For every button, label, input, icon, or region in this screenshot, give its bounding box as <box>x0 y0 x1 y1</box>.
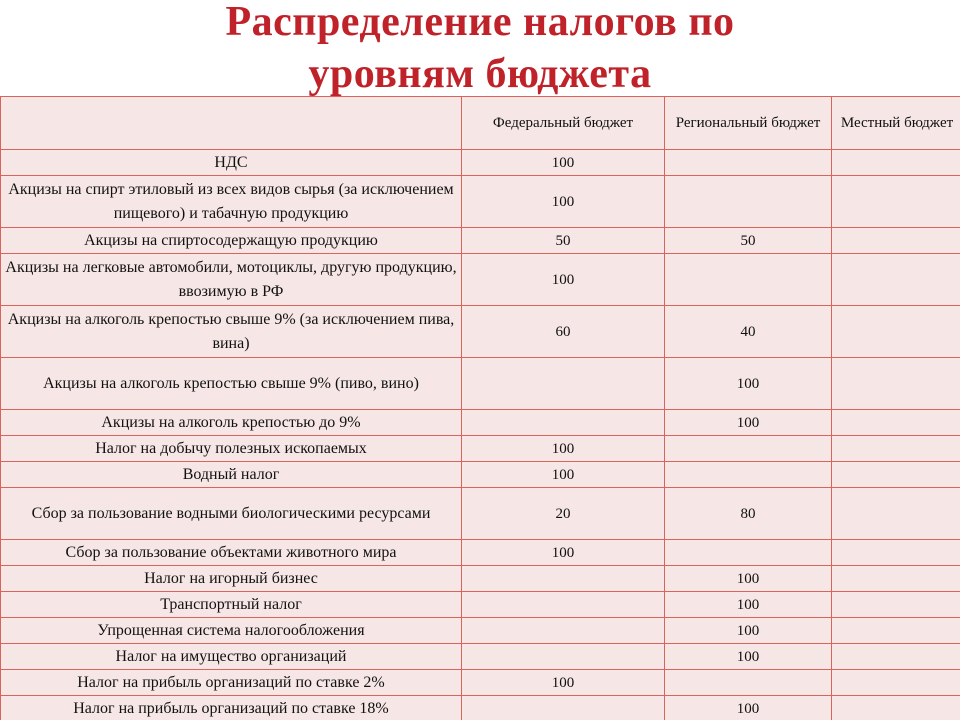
table-row <box>1 358 960 410</box>
tax-name-cell: Акцизы на легковые автомобили, мотоциклы, другую продукцию, ввозимую в РФ <box>1 254 462 306</box>
tax-name-cell: Налог на прибыль организаций по ставке 2% <box>1 670 462 696</box>
local-share-cell <box>832 436 960 462</box>
regional-share-cell <box>665 176 832 228</box>
local-share-cell <box>832 150 960 176</box>
tax-name-cell: Водный налог <box>1 462 462 488</box>
table-row <box>1 670 960 696</box>
tax-name-cell: НДС <box>1 150 462 176</box>
tax-name-cell: Упрощенная система налогообложения <box>1 618 462 644</box>
local-share-cell <box>832 254 960 306</box>
table-row <box>1 540 960 566</box>
local-share-cell <box>832 670 960 696</box>
table-row <box>1 618 960 644</box>
table-header-row <box>1 97 960 150</box>
table-row <box>1 306 960 358</box>
tax-name-cell: Транспортный налог <box>1 592 462 618</box>
local-share-cell <box>832 540 960 566</box>
table-row <box>1 228 960 254</box>
regional-share-cell <box>665 540 832 566</box>
local-share-cell <box>832 228 960 254</box>
regional-share-cell: 100 <box>665 644 832 670</box>
tax-table-container <box>0 96 960 720</box>
regional-share-cell: 50 <box>665 228 832 254</box>
table-row <box>1 150 960 176</box>
regional-share-cell: 100 <box>665 618 832 644</box>
regional-share-cell: 100 <box>665 358 832 410</box>
federal-share-cell: 100 <box>462 150 665 176</box>
federal-share-cell <box>462 358 665 410</box>
regional-share-cell: 80 <box>665 488 832 540</box>
federal-share-cell: 20 <box>462 488 665 540</box>
federal-share-cell: 100 <box>462 462 665 488</box>
local-share-cell <box>832 618 960 644</box>
regional-share-cell: 40 <box>665 306 832 358</box>
regional-share-cell <box>665 150 832 176</box>
federal-share-cell: 100 <box>462 254 665 306</box>
header-cell-regional: Региональный бюджет <box>665 97 832 150</box>
tax-name-cell: Налог на прибыль организаций по ставке 18% <box>1 696 462 720</box>
federal-share-cell: 60 <box>462 306 665 358</box>
federal-share-cell: 100 <box>462 540 665 566</box>
table-row <box>1 436 960 462</box>
tax-name-cell: Акцизы на алкоголь крепостью свыше 9% (пиво, вино) <box>1 358 462 410</box>
federal-share-cell <box>462 644 665 670</box>
header-cell-tax <box>1 97 462 150</box>
local-share-cell <box>832 358 960 410</box>
header-cell-federal: Федеральный бюджет <box>462 97 665 150</box>
local-share-cell <box>832 644 960 670</box>
federal-share-cell <box>462 592 665 618</box>
regional-share-cell <box>665 436 832 462</box>
tax-name-cell: Налог на игорный бизнес <box>1 566 462 592</box>
local-share-cell <box>832 410 960 436</box>
federal-share-cell <box>462 566 665 592</box>
regional-share-cell <box>665 462 832 488</box>
local-share-cell <box>832 696 960 720</box>
table-row <box>1 176 960 228</box>
tax-name-cell: Налог на добычу полезных ископаемых <box>1 436 462 462</box>
local-share-cell <box>832 176 960 228</box>
regional-share-cell: 100 <box>665 592 832 618</box>
local-share-cell <box>832 566 960 592</box>
table-row <box>1 592 960 618</box>
table-row <box>1 410 960 436</box>
tax-name-cell: Акцизы на спиртосодержащую продукцию <box>1 228 462 254</box>
tax-name-cell: Налог на имущество организаций <box>1 644 462 670</box>
local-share-cell <box>832 462 960 488</box>
regional-share-cell <box>665 254 832 306</box>
table-row <box>1 696 960 720</box>
local-share-cell <box>832 488 960 540</box>
regional-share-cell: 100 <box>665 696 832 720</box>
federal-share-cell: 50 <box>462 228 665 254</box>
federal-share-cell <box>462 410 665 436</box>
table-row <box>1 462 960 488</box>
federal-share-cell: 100 <box>462 670 665 696</box>
tax-distribution-table <box>0 96 960 720</box>
table-row <box>1 566 960 592</box>
table-row <box>1 488 960 540</box>
tax-name-cell: Акцизы на алкоголь крепостью свыше 9% (за исключением пива, вина) <box>1 306 462 358</box>
tax-name-cell: Сбор за пользование водными биологическими ресурсами <box>1 488 462 540</box>
tax-name-cell: Сбор за пользование объектами животного мира <box>1 540 462 566</box>
federal-share-cell: 100 <box>462 176 665 228</box>
regional-share-cell <box>665 670 832 696</box>
table-row <box>1 254 960 306</box>
title-line-2: уровням бюджета <box>308 51 652 97</box>
federal-share-cell: 100 <box>462 436 665 462</box>
title-line-1: Распределение налогов по <box>225 0 735 45</box>
header-cell-local: Местный бюджет <box>832 97 960 150</box>
federal-share-cell <box>462 618 665 644</box>
page-title <box>0 0 960 100</box>
table-row <box>1 644 960 670</box>
tax-name-cell: Акцизы на алкоголь крепостью до 9% <box>1 410 462 436</box>
regional-share-cell: 100 <box>665 566 832 592</box>
federal-share-cell <box>462 696 665 720</box>
regional-share-cell: 100 <box>665 410 832 436</box>
local-share-cell <box>832 592 960 618</box>
tax-name-cell: Акцизы на спирт этиловый из всех видов сырья (за исключением пищевого) и табачную продукцию <box>1 176 462 228</box>
local-share-cell <box>832 306 960 358</box>
